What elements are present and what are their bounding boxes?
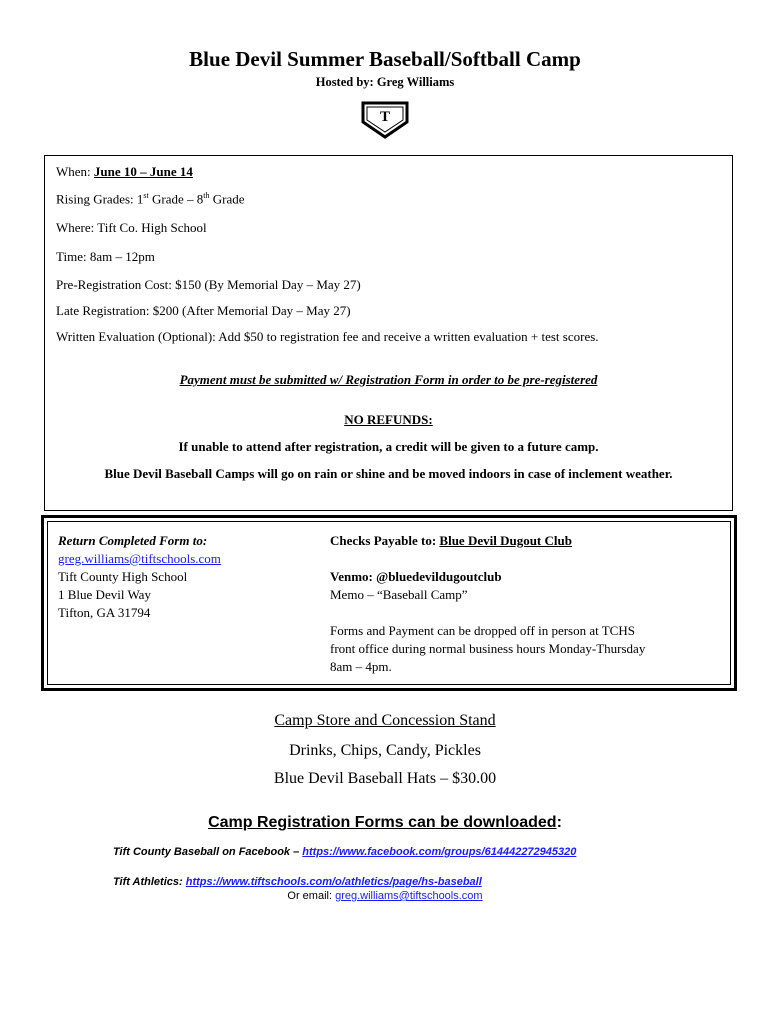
athletics-line: Tift Athletics: https://www.tiftschools.com/o/athletics/page/hs-baseball [113, 876, 482, 888]
no-refunds-heading: NO REFUNDS: [344, 412, 433, 427]
contact-email-link[interactable]: greg.williams@tiftschools.com [335, 890, 483, 902]
store-hats: Blue Devil Baseball Hats – $30.00 [273, 770, 497, 787]
downloads-heading: Camp Registration Forms can be downloaded: [208, 814, 562, 831]
store-items: Drinks, Chips, Candy, Pickles [289, 742, 481, 759]
svg-text:T: T [379, 109, 391, 125]
page-title: Blue Devil Summer Baseball/Softball Camp [189, 47, 581, 71]
when-line: When: June 10 – June 14 [56, 164, 193, 179]
return-info-box [41, 515, 737, 691]
address-line-2: 1 Blue Devil Way [58, 587, 151, 602]
athletics-link[interactable]: https://www.tiftschools.com/o/athletics/page/hs-baseball [185, 876, 482, 888]
payment-column [330, 532, 645, 676]
time-line: Time: 8am – 12pm [56, 249, 155, 264]
dropoff-line-2: front office during normal business hours Monday-Thursday [330, 641, 646, 656]
return-email-link[interactable]: greg.williams@tiftschools.com [58, 551, 221, 566]
late-registration-line: Late Registration: $200 (After Memorial Day – May 27) [56, 303, 351, 318]
venmo-line: Venmo: @bluedevildugoutclub [330, 569, 502, 584]
email-line: Or email: greg.williams@tiftschools.com [287, 890, 483, 902]
memo-line: Memo – “Baseball Camp” [330, 587, 468, 602]
where-line: Where: Tift Co. High School [56, 220, 207, 235]
address-line-1: Tift County High School [58, 569, 188, 584]
tift-logo-icon [359, 100, 411, 140]
pre-registration-line: Pre-Registration Cost: $150 (By Memorial Day – May 27) [56, 277, 361, 292]
checks-payable: Checks Payable to: Blue Devil Dugout Club [330, 533, 572, 548]
camp-details-box [44, 155, 733, 511]
dropoff-line-3: 8am – 4pm. [330, 659, 392, 674]
written-evaluation-line: Written Evaluation (Optional): Add $50 to registration fee and receive a written evaluation + test scores. [56, 329, 599, 344]
address-line-3: Tifton, GA 31794 [58, 605, 151, 620]
payment-note: Payment must be submitted w/ Registration Form in order to be pre-registered [179, 372, 598, 387]
facebook-line: Tift County Baseball on Facebook – https://www.facebook.com/groups/614442272945320 [113, 846, 577, 858]
when-value: June 10 – June 14 [93, 164, 193, 179]
return-column [58, 532, 221, 622]
return-label: Return Completed Form to: [58, 533, 208, 548]
grades-line: Rising Grades: 1st Grade – 8th Grade [56, 191, 245, 207]
dropoff-line-1: Forms and Payment can be dropped off in person at TCHS [330, 623, 635, 638]
hosted-by: Hosted by: Greg Williams [315, 75, 455, 89]
facebook-link[interactable]: https://www.facebook.com/groups/614442272945320 [302, 846, 577, 858]
store-heading: Camp Store and Concession Stand [274, 712, 496, 729]
weather-note: Blue Devil Baseball Camps will go on rain or shine and be moved indoors in case of inclement weather. [104, 466, 673, 481]
credit-note: If unable to attend after registration, a credit will be given to a future camp. [178, 439, 599, 454]
